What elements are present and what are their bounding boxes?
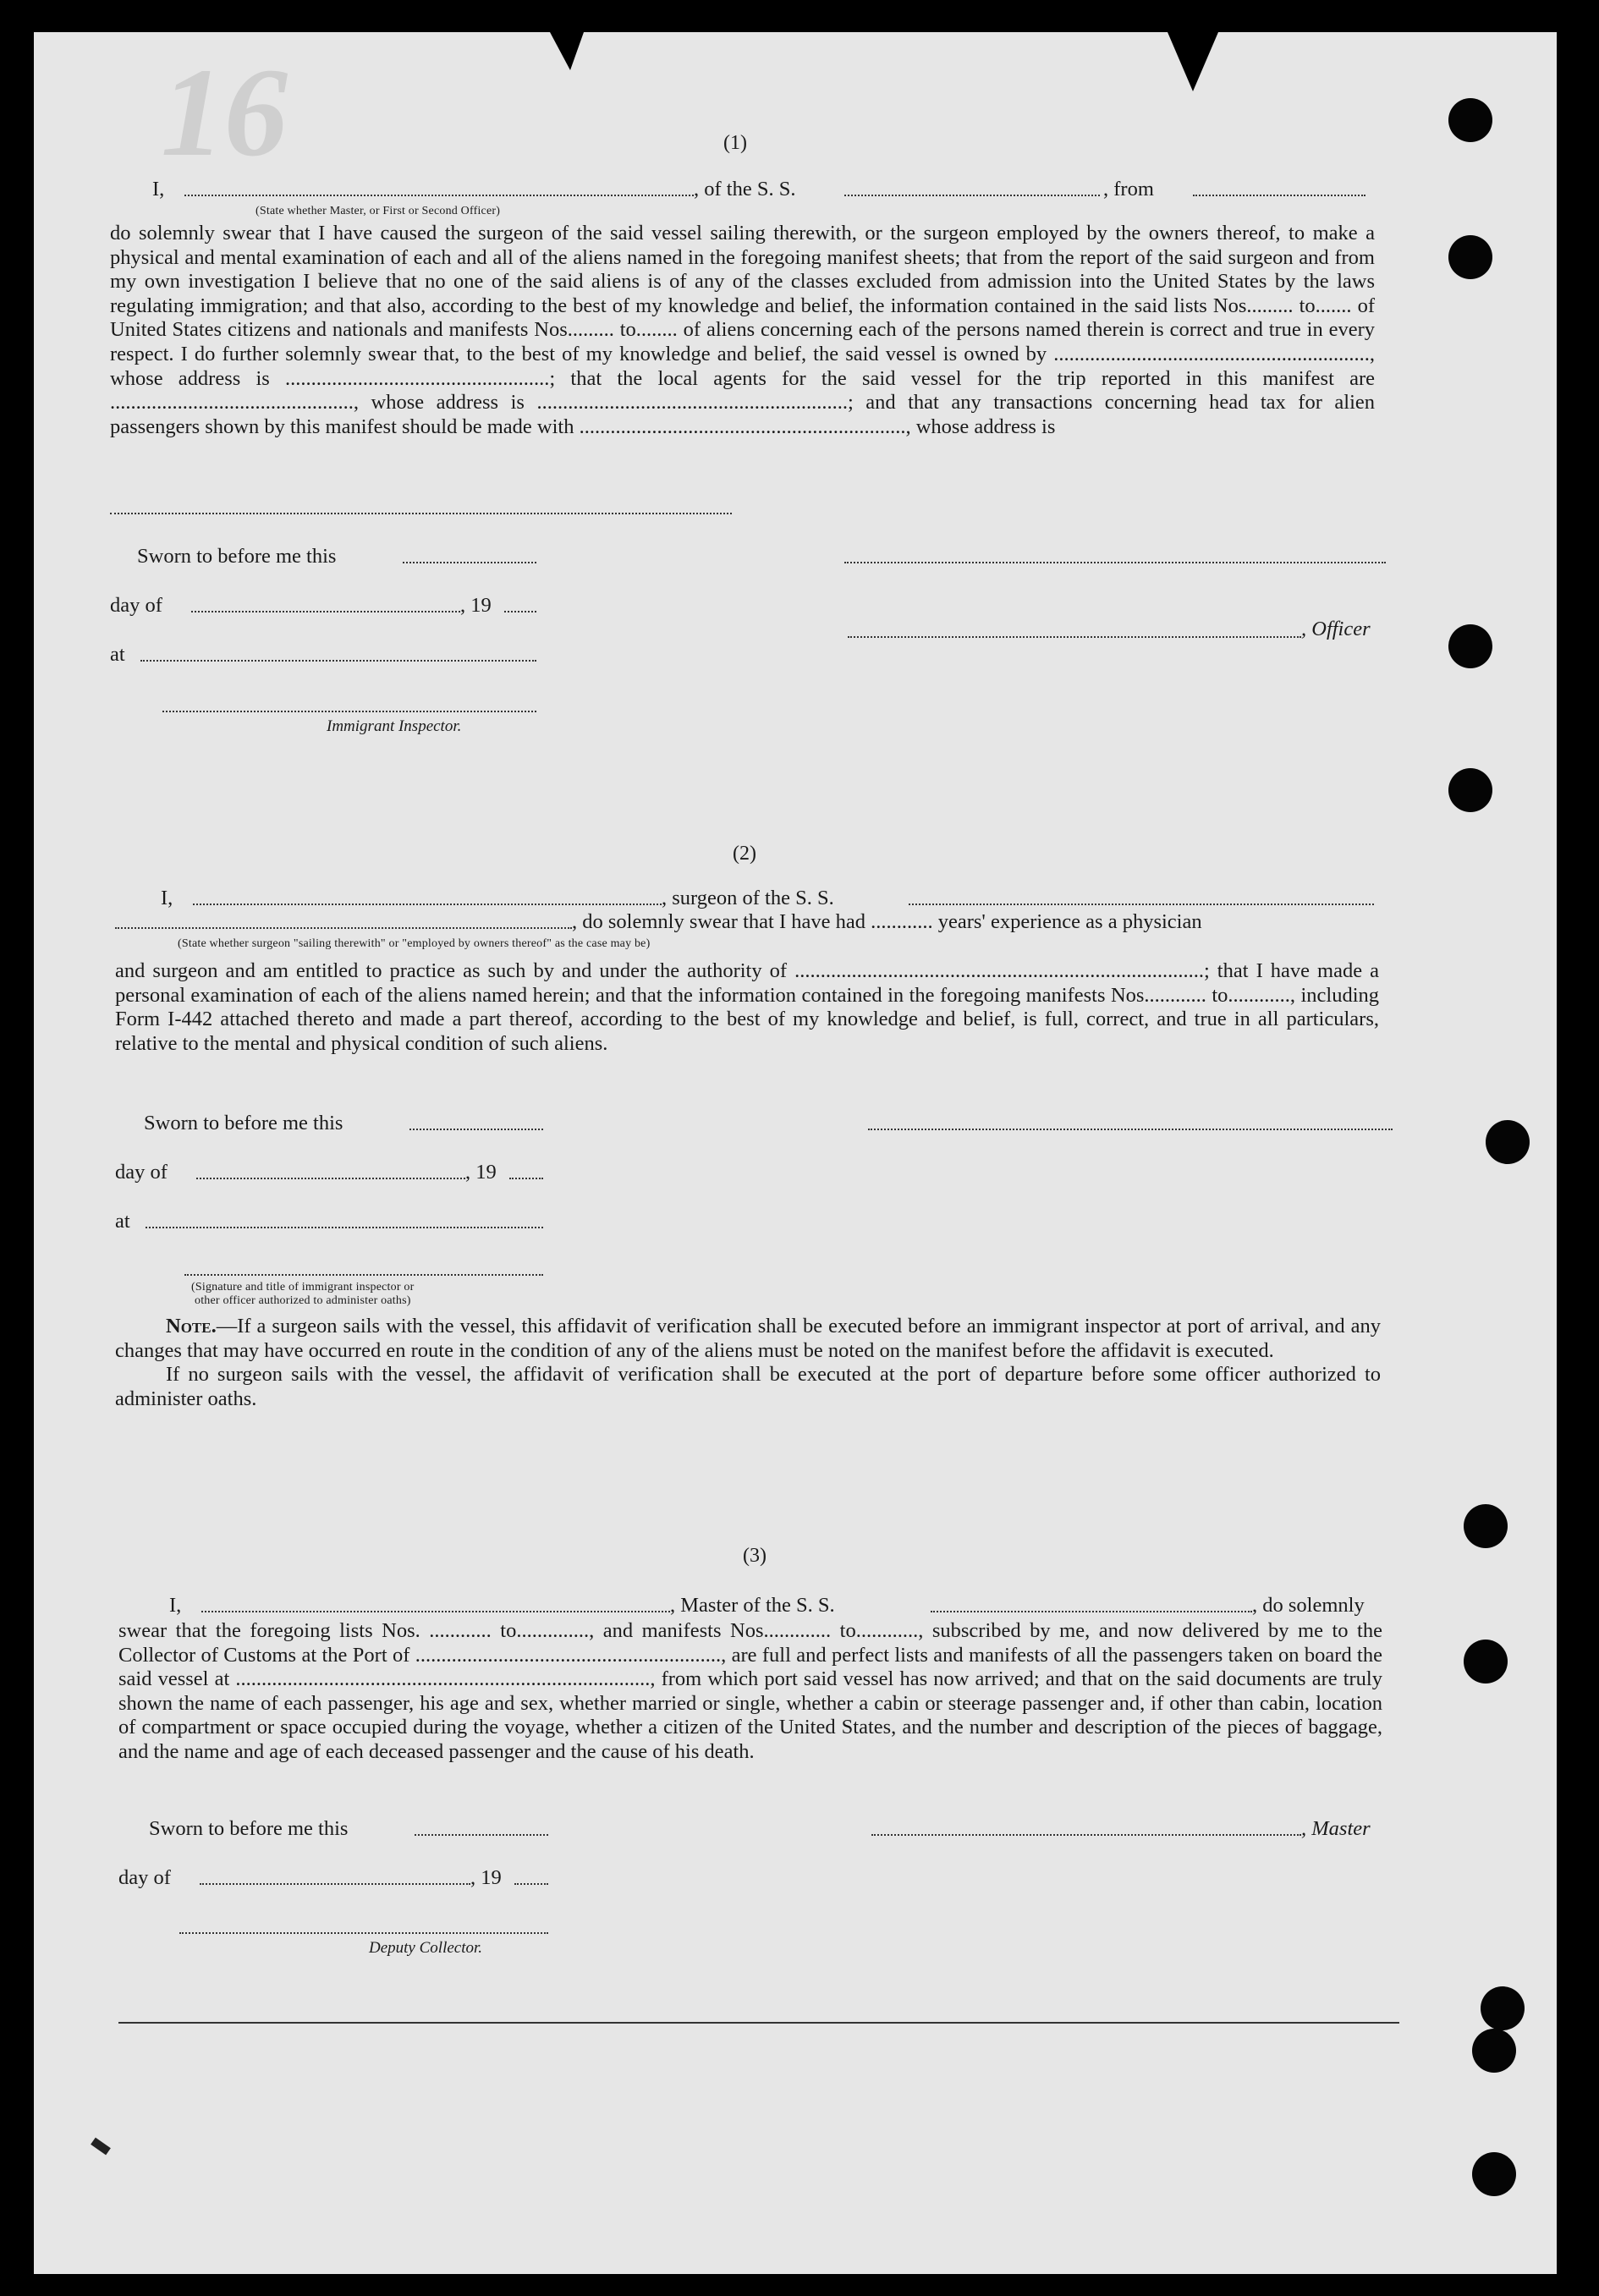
address-line[interactable] (110, 511, 732, 514)
sworn-day-line-1[interactable] (403, 560, 536, 563)
section-2-body (115, 959, 1379, 1056)
section-1-i: I, (152, 178, 165, 200)
at-label-1: at (110, 643, 125, 666)
manifest-back-page (34, 32, 1557, 2274)
inspector-signature-line[interactable] (162, 709, 536, 712)
punch-hole (1472, 2029, 1516, 2073)
collector-signature-line[interactable] (179, 1931, 548, 1934)
bottom-rule (118, 2022, 1399, 2024)
ink-mark (91, 2138, 111, 2156)
surgeon-status-caption: (State whether surgeon "sailing therewith" or "employed by owners thereof" as the case may be) (178, 937, 651, 950)
punch-hole (1472, 2152, 1516, 2196)
master-caption: (State whether Master, or First or Second Officer) (256, 205, 501, 217)
section-3-body (118, 1619, 1382, 1765)
section-3-number: (3) (743, 1545, 767, 1567)
vessel-name-line[interactable] (844, 193, 1100, 196)
master-signature-line[interactable] (871, 1832, 1301, 1836)
officer-label: , Officer (1301, 618, 1371, 640)
section-2-number: (2) (733, 843, 756, 865)
surgeon-name-line[interactable] (193, 902, 662, 905)
signature-caption-line-1: (Signature and title of immigrant inspector or (191, 1281, 415, 1294)
year-line-2[interactable] (509, 1176, 543, 1179)
section-3-body-text: swear that the foregoing lists Nos. ............ to.............., and manifests Nos............. to............, subscribed by me, and now delivered by me to the Collector of Customs at the Port of ..........................................................., are full and perfect lists and manifests of all the passengers taken on board the said vessel at ................................................................................, from which port said vessel has now arrived; and that on the said documents are truly shown the name of each passenger, his age and sex, whether married or single, whether a cabin or steerage passenger and, if other than cabin, location of compartment or space occupied during the voyage, whether a citizen of the United States, and the number and description of the pieces of baggage, and the name and age of each deceased passenger and the cause of his death. (118, 1619, 1382, 1763)
note-title: Note. (166, 1315, 217, 1338)
day-of-line-3[interactable] (200, 1881, 470, 1885)
sworn-label-1: Sworn to before me this (137, 545, 337, 568)
day-of-label-3: day of (118, 1866, 171, 1889)
day-of-line-1[interactable] (191, 609, 460, 612)
do-solemnly-label: , do solemnly (1252, 1594, 1365, 1617)
sworn-label-2: Sworn to before me this (144, 1112, 343, 1134)
from-label: , from (1103, 178, 1154, 200)
punch-hole (1464, 1504, 1508, 1548)
day-of-label-1: day of (110, 594, 162, 617)
year-label-1: , 19 (460, 594, 492, 617)
day-of-label-2: day of (115, 1161, 168, 1184)
of-the-ss-label: , of the S. S. (694, 178, 796, 200)
section-1-body-text: do solemnly swear that I have caused the surgeon of the said vessel sailing therewith, or the surgeon employed by the owners thereof, to make a physical and mental examination of each and all of the aliens named in the foregoing manifest sheets; that from the report of the said surgeon and from my own investigation I believe that no one of the said aliens is of any of the classes excluded from admission into the United States by the laws regulating immigration; and that also, according to the best of my knowledge and belief, the information contained in the said lists Nos......... to....... of United States citizens and nationals and manifests Nos......... to........ of aliens concerning each of the persons named therein is correct and true in every respect. I do further solemnly swear that, to the best of my knowledge and belief, the said vessel is owned by ............................................................., whose address is ...................................................; that the local agents for the said vessel for the trip reported in this manifest are ..............................................., whose address is ............................................................; and that any transactions concerning head tax for alien passengers shown by this manifest should be made with ..............................................................., whose address is (110, 222, 1375, 438)
deputy-collector-label: Deputy Collector. (369, 1939, 483, 1957)
year-line-1[interactable] (504, 609, 536, 612)
master-name-line[interactable] (184, 193, 694, 196)
punch-hole (1448, 768, 1492, 812)
at-line-2[interactable] (146, 1225, 543, 1228)
surgeon-of-label: , surgeon of the S. S. (662, 887, 834, 909)
year-label-3: , 19 (470, 1866, 502, 1889)
note-body-2: If no surgeon sails with the vessel, the affidavit of verification shall be executed at the port of departure before some officer authorized to administer oaths. (115, 1363, 1381, 1410)
punch-hole (1464, 1640, 1508, 1684)
day-of-line-2[interactable] (196, 1176, 465, 1179)
officer-signature-line-2[interactable] (184, 1272, 543, 1276)
sworn-day-line-3[interactable] (415, 1832, 548, 1836)
vessel-name-line-3[interactable] (931, 1609, 1252, 1612)
master-name-line-3[interactable] (201, 1609, 670, 1612)
paper-tear (550, 32, 584, 70)
section-3-i: I, (169, 1594, 182, 1617)
punch-hole (1448, 235, 1492, 279)
sworn-label-3: Sworn to before me this (149, 1817, 349, 1840)
section-1-number: (1) (723, 132, 747, 154)
officer-signature-line[interactable] (844, 560, 1386, 563)
at-label-2: at (115, 1210, 130, 1233)
punch-hole (1486, 1120, 1530, 1164)
bleed-through-numeral: 16 (161, 42, 288, 183)
master-label: , Master (1301, 1817, 1371, 1840)
section-2-body-text: and surgeon and am entitled to practice as such by and under the authority of ...............................................................................; that I have made a personal examination of each of the aliens named herein; and that the information contained in the foregoing manifests Nos............ to............, including Form I-442 attached thereto and made a part thereof, according to the best of my knowledge and belief, is full, correct, and true in all particulars, relative to the mental and physical condition of such aliens. (115, 959, 1379, 1055)
year-label-2: , 19 (465, 1161, 497, 1184)
at-line-1[interactable] (140, 658, 536, 662)
note-block (115, 1315, 1381, 1411)
sworn-day-line-2[interactable] (409, 1127, 543, 1130)
punch-hole (1448, 624, 1492, 668)
immigrant-inspector-label: Immigrant Inspector. (327, 717, 462, 735)
from-port-line[interactable] (1193, 193, 1365, 196)
note-body-1: —If a surgeon sails with the vessel, this affidavit of verification shall be executed before an immigrant inspector at port of arrival, and any changes that may have occurred en route in the condition of any of the aliens must be noted on the manifest before the affidavit is executed. (115, 1315, 1381, 1362)
surgeon-swear-text: , do solemnly swear that I have had ............ years' experience as a physician (572, 910, 1202, 933)
surgeon-signature-line[interactable] (868, 1127, 1393, 1130)
punch-hole (1481, 1986, 1525, 2030)
officer-title-line[interactable] (848, 634, 1301, 638)
section-1-body (110, 222, 1375, 439)
surgeon-status-line[interactable] (115, 926, 572, 929)
surgeon-vessel-line[interactable] (909, 902, 1374, 905)
signature-caption-line-2: other officer authorized to administer oaths) (195, 1294, 411, 1307)
year-line-3[interactable] (514, 1881, 548, 1885)
master-of-label: , Master of the S. S. (670, 1594, 835, 1617)
punch-hole (1448, 98, 1492, 142)
paper-tear (1168, 32, 1218, 91)
section-2-i: I, (161, 887, 173, 909)
